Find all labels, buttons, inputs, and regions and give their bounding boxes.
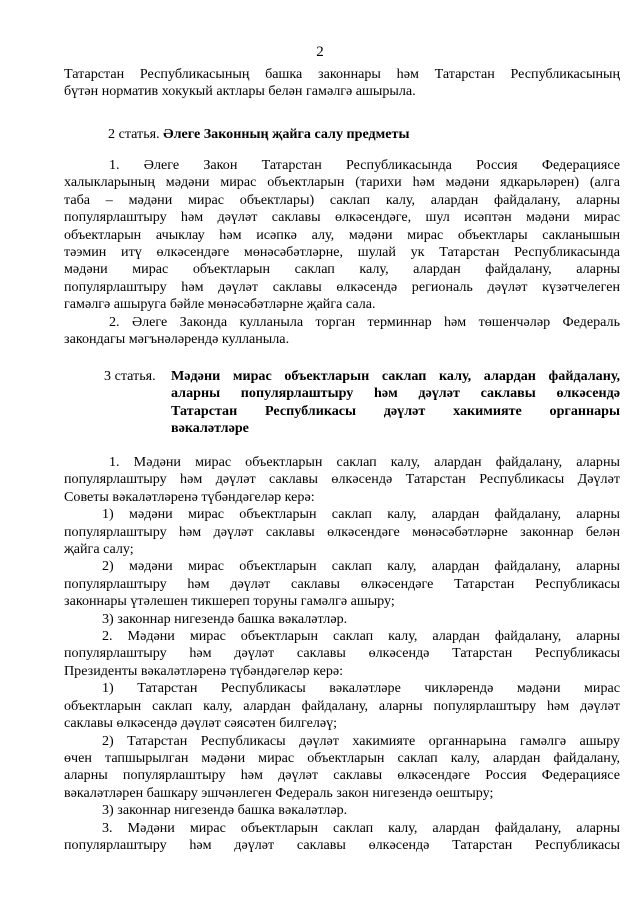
text-line: объектларын ачыклау һәм исәпкә алу, мәдәни мирас объектлары сакланышын: [64, 226, 620, 243]
text-line: популярлаштыру һәм дәүләт саклавы өлкәсендәге Татарстан Республикасы: [64, 575, 620, 592]
article-2-title: Әлеге Законның җайга салу предметы: [163, 126, 410, 142]
text-line: бүтән норматив хокукый актлары белән гамәлгә ашырыла.: [64, 83, 416, 100]
text-line: законнары үтәлешен тикшереп торуны гамәлгә ашыру;: [64, 593, 395, 610]
text-line: таба – мәдәни мирас объектлары) саклап калу, алардан файдалану, аларны: [64, 191, 620, 208]
text-line: өчен тапшырылган мәдәни мирас объектларын саклап калу, алардан файдалану,: [64, 749, 620, 766]
text-line: гамәлгә ашыруга бәйле мөнәсәбәтләрне җайга сала.: [64, 296, 376, 313]
text-line: вәкаләтләре: [171, 420, 249, 437]
text-line: вәкаләтләрен башкару эшчәнлеген Федераль закон нигезендә оештыру;: [64, 784, 494, 801]
text-line: 2) мәдәни мирас объектларын саклап калу, алардан файдалану, аларны: [102, 558, 620, 575]
text-line: 2) Татарстан Республикасы дәүләт хакимияте органнарына гамәлгә ашыру: [102, 732, 620, 749]
text-line: җайга салу;: [64, 541, 134, 558]
text-line: 1) Татарстан Республикасы вәкаләтләре чикләрендә мәдәни мирас: [102, 680, 620, 697]
text-line: 3) законнар нигезендә башка вәкаләтләр.: [102, 802, 348, 819]
text-line: Президенты вәкаләтләренә түбәндәгеләр керә:: [64, 662, 344, 679]
text-line: популярлаштыру һәм дәүләт саклавы өлкәсендә Татарстан Республикасы Дәүләт: [64, 471, 620, 488]
text-line: саклавы өлкәсендә дәүләт сәясәтен билгеләү;: [64, 715, 338, 732]
text-line: халыкларының мәдәни мирас объектларын (тарихи һәм мәдәни ядкарьләрен) (алга: [64, 174, 620, 191]
text-line: аларны популярлаштыру һәм дәүләт саклавы өлкәсендәге Россия Федерациясе: [64, 767, 620, 784]
text-line: аларны популярлаштыру һәм дәүләт саклавы өлкәсендә: [171, 385, 620, 402]
text-line: Татарстан Республикасының башка законнары һәм Татарстан Республикасының: [64, 66, 620, 82]
text-line: 3. Мәдәни мирас объектларын саклап калу, алардан файдалану, аларны: [102, 819, 620, 836]
text-line: популярлаштыру һәм дәүләт саклавы өлкәсендә Татарстан Республикасы: [64, 645, 620, 662]
text-line: закондагы мәгънәләрендә кулланыла.: [64, 331, 290, 348]
page-number: 2: [316, 44, 324, 60]
article-2-heading: [108, 126, 409, 143]
article-3-title: [171, 368, 620, 438]
continuation-paragraph: [64, 66, 620, 101]
text-line: Мәдәни мирас объектларын саклап калу, алардан файдалану,: [171, 368, 620, 384]
text-line: Татарстан Республикасы дәүләт хакимияте органнары: [171, 402, 620, 419]
text-line: 3) законнар нигезендә башка вәкаләтләр.: [102, 610, 348, 627]
article-2-label: 2 статья.: [108, 126, 160, 142]
text-line: Советы вәкаләтләренә түбәндәгеләр керә:: [64, 488, 315, 505]
text-line: 2. Мәдәни мирас объектларын саклап калу, алардан файдалану, аларны: [102, 628, 620, 645]
text-line: объектларын саклап калу, алардан файдалану, аларны популярлаштыру һәм дәүләт: [64, 697, 620, 714]
text-line: 1) мәдәни мирас объектларын саклап калу, алардан файдалану, аларны: [102, 506, 620, 523]
article-3-body: [64, 454, 620, 854]
text-line: популярлаштыру һәм дәүләт саклавы өлкәсендәге, шул исәптән мәдәни мирас: [64, 209, 620, 226]
text-line: 1. Мәдәни мирас объектларын саклап калу, алардан файдалану, аларны: [109, 454, 620, 470]
text-line: 2. Әлеге Законда кулланыла торган терминнар һәм төшенчәләр Федераль: [109, 313, 620, 330]
article-2-paragraph-1: [64, 157, 620, 348]
text-line: тәэмин итү өлкәсендәге мөнәсәбәтләрне, шулай ук Татарстан Республикасында: [64, 244, 620, 261]
text-line: популярлаштыру һәм дәүләт саклавы өлкәсендә Татарстан Республикасы: [64, 836, 620, 853]
article-3-label: 3 статья.: [104, 368, 156, 384]
text-line: популярлаштыру һәм дәүләт саклавы өлкәсендәге мөнәсәбәтләрне законнар белән: [64, 523, 620, 540]
text-line: мәдәни мирас объектларын саклап калу, алардан файдалану, аларны: [64, 261, 620, 278]
text-line: популярлаштыру һәм дәүләт саклавы өлкәсендә региональ дәүләт күзәтчелеген: [64, 278, 620, 295]
text-line: 1. Әлеге Закон Татарстан Республикасында Россия Федерациясе: [109, 157, 620, 173]
